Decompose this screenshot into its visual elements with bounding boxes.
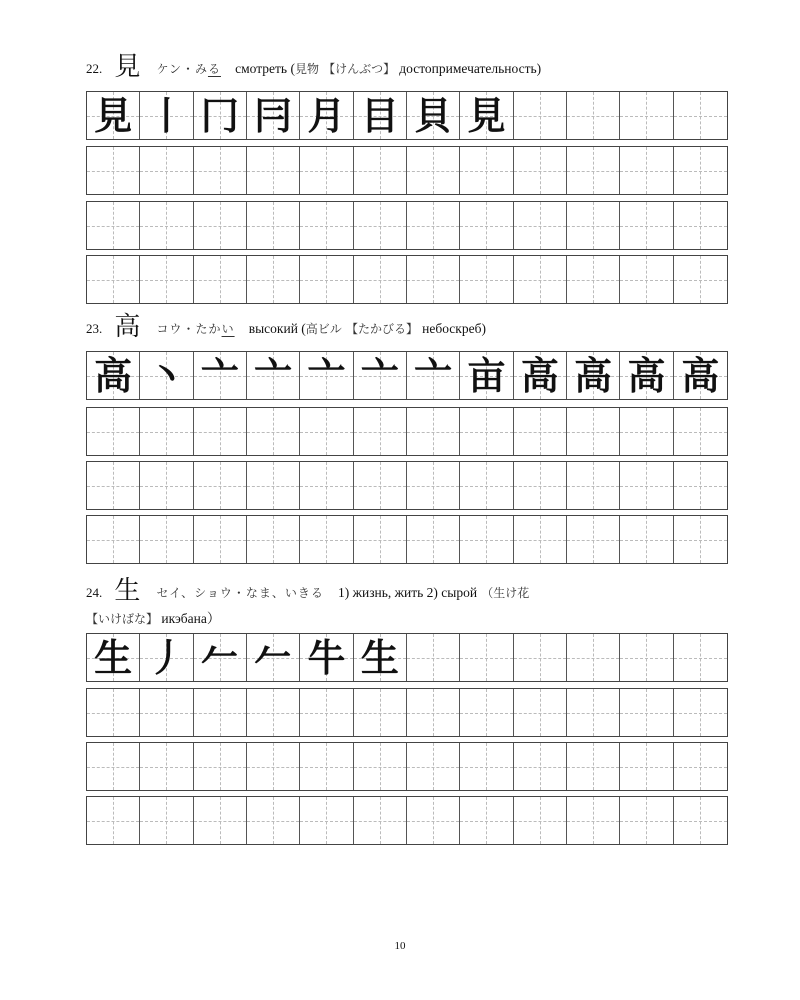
grid-cell (620, 462, 673, 509)
grid-cell (354, 202, 407, 249)
grid-cell (354, 689, 407, 736)
grid-cell: 冂 (194, 92, 247, 139)
grid-cell (567, 92, 620, 139)
grid-cell: 見 (87, 92, 140, 139)
grid-cell: 亠 (407, 352, 460, 399)
kanji-reading: セイ、ショウ・なま、いきる (156, 586, 324, 600)
grid-cell (460, 689, 513, 736)
grid-cell (194, 462, 247, 509)
grid-cell: 丨 (140, 92, 193, 139)
kanji-title: 高 (114, 312, 141, 342)
kanji-meaning: смотреть ( (235, 61, 295, 76)
kanji-reading: ケン・みる (156, 62, 221, 76)
example-kana: 【たかびる】 (345, 322, 418, 336)
grid-cell (620, 516, 673, 563)
grid-cell (354, 743, 407, 790)
grid-cell (514, 408, 567, 455)
grid-cell (140, 147, 193, 194)
entry-23-heading (86, 312, 486, 342)
grid-cell (140, 256, 193, 303)
grid-cell: 生 (87, 634, 140, 681)
practice-row (86, 515, 728, 564)
practice-row (86, 146, 728, 195)
grid-cell (407, 743, 460, 790)
grid-cell (354, 147, 407, 194)
grid-cell: 亠 (354, 352, 407, 399)
grid-cell (674, 202, 727, 249)
grid-cell (354, 797, 407, 844)
grid-cell (300, 462, 353, 509)
grid-cell (87, 202, 140, 249)
grid-cell (300, 689, 353, 736)
grid-cell (140, 462, 193, 509)
practice-row (86, 796, 728, 845)
grid-cell (140, 202, 193, 249)
grid-cell (87, 797, 140, 844)
grid-cell: 亠 (300, 352, 353, 399)
grid-cell (140, 743, 193, 790)
grid-cell (407, 147, 460, 194)
grid-cell (247, 147, 300, 194)
practice-row (86, 742, 728, 791)
grid-cell (354, 516, 407, 563)
grid-cell (567, 202, 620, 249)
grid-cell (567, 147, 620, 194)
grid-cell: 高 (514, 352, 567, 399)
entry-22-heading (86, 52, 542, 82)
grid-cell (194, 743, 247, 790)
grid-cell (87, 462, 140, 509)
grid-cell (620, 634, 673, 681)
grid-cell: 目 (354, 92, 407, 139)
grid-cell (194, 408, 247, 455)
grid-cell (247, 256, 300, 303)
grid-cell (514, 743, 567, 790)
example-kana: 【けんぶつ】 (323, 62, 396, 76)
grid-cell: 生 (354, 634, 407, 681)
page-number: 10 (394, 940, 406, 952)
grid-cell (194, 256, 247, 303)
kanji-title: 見 (114, 52, 141, 82)
stroke-order-row (86, 351, 728, 400)
kanji-reading: コウ・たかい (156, 322, 235, 336)
grid-cell (620, 147, 673, 194)
grid-cell (674, 92, 727, 139)
grid-cell (354, 408, 407, 455)
grid-cell (460, 256, 513, 303)
grid-cell (407, 689, 460, 736)
grid-cell (514, 516, 567, 563)
grid-cell (407, 797, 460, 844)
grid-cell (300, 202, 353, 249)
grid-cell: 高 (87, 352, 140, 399)
grid-cell (674, 408, 727, 455)
grid-cell (247, 408, 300, 455)
stroke-order-row (86, 91, 728, 140)
grid-cell (460, 797, 513, 844)
kanji-meaning: высокий ( (248, 321, 306, 336)
grid-cell (460, 147, 513, 194)
grid-cell (300, 147, 353, 194)
grid-cell (514, 147, 567, 194)
example-word: （生け花 (481, 586, 530, 600)
grid-cell (407, 634, 460, 681)
grid-cell (567, 634, 620, 681)
grid-cell (674, 634, 727, 681)
grid-cell (620, 743, 673, 790)
practice-row (86, 255, 728, 304)
grid-cell (407, 462, 460, 509)
example-word: 高ビル (305, 322, 342, 336)
grid-cell: 丶 (140, 352, 193, 399)
grid-cell (194, 689, 247, 736)
grid-cell (674, 689, 727, 736)
entry-number: 23. (86, 321, 103, 336)
grid-cell (87, 689, 140, 736)
grid-cell: 𠂉 (194, 634, 247, 681)
grid-cell: 高 (674, 352, 727, 399)
grid-cell (140, 516, 193, 563)
grid-cell (620, 408, 673, 455)
grid-cell (567, 797, 620, 844)
grid-cell (674, 256, 727, 303)
grid-cell: 丿 (140, 634, 193, 681)
grid-cell: 亠 (247, 352, 300, 399)
grid-cell (194, 516, 247, 563)
grid-cell (460, 743, 513, 790)
grid-cell (567, 462, 620, 509)
grid-cell (460, 202, 513, 249)
grid-cell: 亠 (194, 352, 247, 399)
grid-cell (407, 202, 460, 249)
grid-cell (674, 147, 727, 194)
grid-cell: 亩 (460, 352, 513, 399)
grid-cell (300, 408, 353, 455)
practice-row (86, 688, 728, 737)
grid-cell (300, 256, 353, 303)
example-meaning: икэбана） (161, 611, 221, 626)
practice-row (86, 407, 728, 456)
grid-cell: 𠂉 (247, 634, 300, 681)
example-word: 見物 (294, 62, 319, 76)
grid-cell (674, 797, 727, 844)
grid-cell (407, 408, 460, 455)
grid-cell (87, 516, 140, 563)
grid-cell (407, 516, 460, 563)
grid-cell (514, 202, 567, 249)
practice-row (86, 461, 728, 510)
stroke-order-row (86, 633, 728, 682)
grid-cell (620, 689, 673, 736)
grid-cell (247, 462, 300, 509)
grid-cell: 見 (460, 92, 513, 139)
example-kana: 【いけばな】 (86, 612, 159, 626)
grid-cell (140, 689, 193, 736)
grid-cell (567, 689, 620, 736)
grid-cell (407, 256, 460, 303)
grid-cell (300, 516, 353, 563)
entry-number: 24. (86, 585, 103, 600)
grid-cell (674, 743, 727, 790)
grid-cell (460, 462, 513, 509)
grid-cell: 高 (620, 352, 673, 399)
grid-cell (140, 797, 193, 844)
entry-24-heading (86, 576, 530, 606)
grid-cell (567, 408, 620, 455)
grid-cell (514, 462, 567, 509)
grid-cell (247, 689, 300, 736)
grid-cell (87, 408, 140, 455)
grid-cell (354, 256, 407, 303)
grid-cell (567, 743, 620, 790)
grid-cell (87, 147, 140, 194)
grid-cell (140, 408, 193, 455)
example-meaning: небоскреб) (422, 321, 486, 336)
grid-cell (194, 202, 247, 249)
grid-cell (620, 92, 673, 139)
grid-cell (460, 408, 513, 455)
kanji-meaning: 1) жизнь, жить 2) сырой (338, 585, 478, 600)
grid-cell (514, 797, 567, 844)
entry-24-heading-continued (86, 607, 220, 627)
grid-cell (567, 516, 620, 563)
grid-cell: 高 (567, 352, 620, 399)
grid-cell (247, 516, 300, 563)
grid-cell (514, 634, 567, 681)
grid-cell (247, 743, 300, 790)
grid-cell (300, 743, 353, 790)
grid-cell: 貝 (407, 92, 460, 139)
grid-cell (87, 743, 140, 790)
grid-cell: 月 (300, 92, 353, 139)
grid-cell (300, 797, 353, 844)
grid-cell (674, 516, 727, 563)
grid-cell (514, 92, 567, 139)
grid-cell (87, 256, 140, 303)
grid-cell (194, 797, 247, 844)
grid-cell (620, 797, 673, 844)
grid-cell (247, 797, 300, 844)
grid-cell (514, 256, 567, 303)
example-meaning: достопримечательность) (399, 61, 542, 76)
grid-cell (460, 634, 513, 681)
grid-cell (620, 202, 673, 249)
grid-cell (247, 202, 300, 249)
grid-cell (567, 256, 620, 303)
grid-cell (674, 462, 727, 509)
grid-cell: 牛 (300, 634, 353, 681)
grid-cell (620, 256, 673, 303)
grid-cell (460, 516, 513, 563)
grid-cell (194, 147, 247, 194)
practice-row (86, 201, 728, 250)
grid-cell (354, 462, 407, 509)
grid-cell (514, 689, 567, 736)
grid-cell: 冃 (247, 92, 300, 139)
entry-number: 22. (86, 61, 103, 76)
kanji-title: 生 (114, 576, 141, 606)
